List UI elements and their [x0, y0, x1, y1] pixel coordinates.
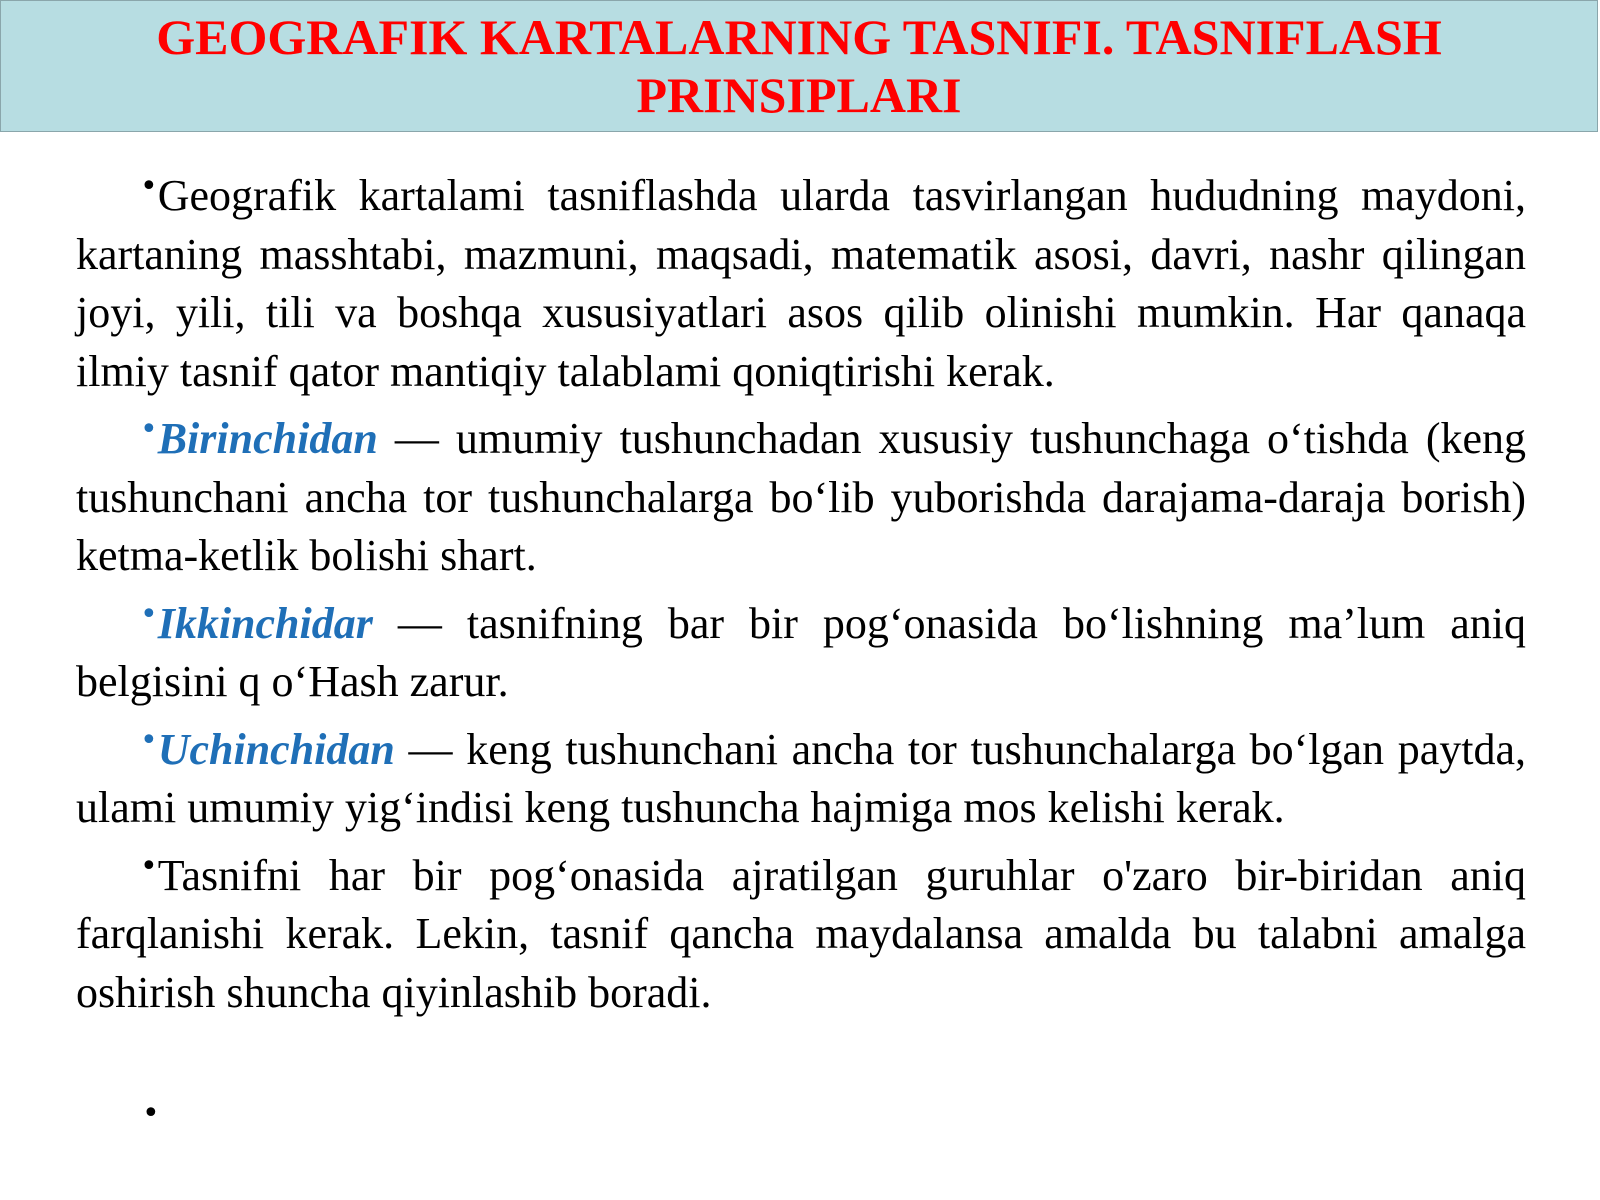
paragraph-text: — umumiy tushunchadan xususiy tushunchaga o‘tishda (keng tushunchani ancha tor tushunchalarga bo‘lib yuborishda darajama-daraja borish) ketma-ketlik bolishi shart. [76, 414, 1526, 580]
paragraph-second [76, 586, 1526, 712]
paragraph-text: — tasnifning bar bir pog‘onasida bo‘lishning ma’lum aniq belgisini q o‘Hash zarur. [76, 598, 1526, 706]
empty-bullet-icon: • [142, 1096, 160, 1131]
paragraph-last [76, 838, 1526, 1023]
paragraph-first [76, 401, 1526, 586]
bullet-icon: • [140, 596, 158, 632]
slide-body [76, 158, 1526, 1022]
paragraph-intro [76, 158, 1526, 401]
bullet-icon: • [140, 848, 158, 884]
title-bar [0, 0, 1598, 132]
bullet-icon: • [140, 169, 158, 204]
term-second: Ikkinchidar [157, 598, 373, 648]
bullet-icon: • [140, 412, 158, 447]
term-third: Uchinchidan [157, 724, 395, 774]
term-first: Birinchidan [157, 414, 378, 463]
paragraph-text: — keng tushunchani ancha tor tushunchalarga bo‘lgan paytda, ulami umumiy yig‘indisi keng tushuncha hajmiga mos kelishi kerak. [76, 724, 1526, 832]
slide-title: GEOGRAFIK KARTALARNING TASNIFI. TASNIFLASH PRINSIPLARI [156, 9, 1442, 123]
bullet-icon: • [140, 722, 158, 758]
paragraph-text: Tasnifni har bir pog‘onasida ajratilgan guruhlar o'zaro bir-biridan aniq farqlanishi kerak. Lekin, tasnif qancha maydalansa amalda bu talabni amalga oshirish shuncha qiyinlashib boradi. [76, 850, 1526, 1017]
paragraph-third [76, 712, 1526, 838]
paragraph-text: Geografik kartalami tasniflashda ularda tasvirlangan hududning maydoni, kartaning masshtabi, mazmuni, maqsadi, matematik asosi, davri, nashr qilingan joyi, yili, tili va boshqa xususiyatlari asos qilib olinishi mumkin. Har qanaqa ilmiy tasnif qator mantiqiy talablami qoniqtirishi kerak. [76, 171, 1526, 396]
